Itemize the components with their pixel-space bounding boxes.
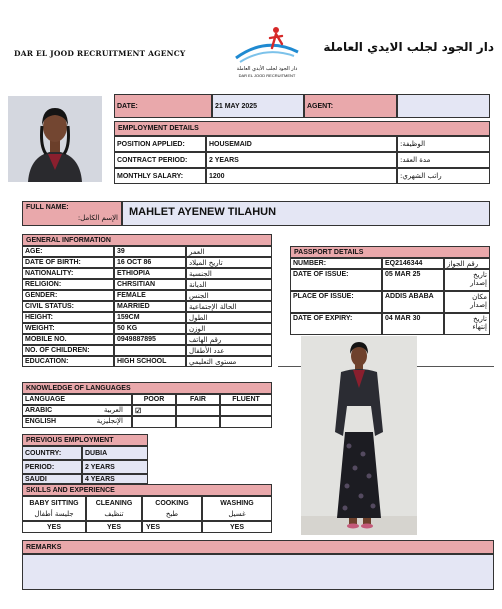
lang-arabic-fluent-checkbox[interactable] [220, 405, 272, 416]
general-row-1-label: DATE OF BIRTH: [22, 257, 114, 268]
lang-header-fluent: FLUENT [220, 394, 272, 405]
contract-ar: مدة العقد: [397, 152, 490, 168]
passport-issue-ar-line1: تاريخ [473, 271, 487, 279]
previous-employment-header: PREVIOUS EMPLOYMENT [22, 434, 148, 446]
skill-cleaning-en: CLEANING [95, 500, 133, 507]
full-name-label-box [22, 201, 122, 226]
skill-cooking-value: YES [142, 521, 202, 533]
position-value: HOUSEMAID [206, 136, 397, 152]
applicant-full-body-photo [301, 336, 417, 535]
prev-country-label: COUNTRY: [22, 446, 82, 460]
skill-baby-sitting-value: YES [22, 521, 86, 533]
logo-text-ar: دار الجود لجلب الأيدي العاملة [236, 66, 298, 72]
lang-row-arabic [22, 405, 132, 416]
general-row-2-label: NATIONALITY: [22, 268, 114, 279]
general-row-0-value: 39 [114, 246, 186, 257]
skills-header: SKILLS AND EXPERIENCE [22, 484, 272, 496]
contract-value: 2 YEARS [206, 152, 397, 168]
full-name-value-box [122, 201, 490, 226]
general-row-2-value: ETHIOPIA [114, 268, 186, 279]
general-row-10-label: EDUCATION: [22, 356, 114, 367]
passport-issue-value: 05 MAR 25 [382, 269, 444, 291]
general-row-7-ar: الوزن [186, 323, 272, 334]
general-row-4-label: GENDER: [22, 290, 114, 301]
general-row-7-value: 50 KG [114, 323, 186, 334]
prev-period-label: PERIOD: [22, 460, 82, 474]
skill-cleaning [86, 496, 142, 521]
passport-issue-ar [444, 269, 490, 291]
position-ar: الوظيفة: [397, 136, 490, 152]
skill-baby-sitting-ar: جليسة أطفال [34, 510, 74, 518]
passport-issue-ar-line2: إصدار [470, 279, 487, 287]
general-row-3-label: RELIGION: [22, 279, 114, 290]
passport-place-label: PLACE OF ISSUE: [290, 291, 382, 313]
prev-period-value: 2 YEARS [82, 460, 148, 474]
contract-label: CONTRACT PERIOD: [114, 152, 206, 168]
agent-value [397, 94, 490, 118]
passport-expiry-label: DATE OF EXPIRY: [290, 313, 382, 335]
passport-issue-label: DATE OF ISSUE: [290, 269, 382, 291]
general-row-6-value: 159CM [114, 312, 186, 323]
skill-washing-value: YES [202, 521, 272, 533]
general-row-2-ar: الجنسية [186, 268, 272, 279]
general-row-8-label: MOBILE NO. [22, 334, 114, 345]
general-row-9-ar: عدد الأطفال [186, 345, 272, 356]
employment-details-header: EMPLOYMENT DETAILS [114, 121, 490, 136]
prev-saudi-value: 4 YEARS [82, 474, 148, 484]
passport-place-value: ADDIS ABABA [382, 291, 444, 313]
date-value: 21 MAY 2025 [212, 94, 304, 118]
lang-arabic-ar: العربية [103, 406, 123, 414]
logo-text-en: DAR EL JOOD RECRUITMENT [238, 73, 296, 78]
passport-expiry-ar [444, 313, 490, 335]
lang-english-poor-checkbox[interactable] [132, 416, 176, 428]
general-row-4-ar: الجنس [186, 290, 272, 301]
agency-logo [226, 22, 308, 80]
position-label: POSITION APPLIED: [114, 136, 206, 152]
general-row-5-label: CIVIL STATUS: [22, 301, 114, 312]
general-row-1-value: 16 OCT 86 [114, 257, 186, 268]
lang-row-english [22, 416, 132, 428]
skill-washing-en: WASHING [220, 500, 254, 507]
salary-label: MONTHLY SALARY: [114, 168, 206, 184]
general-row-9-value [114, 345, 186, 356]
general-row-3-ar: الديانة [186, 279, 272, 290]
skill-washing-ar: غسيل [228, 510, 246, 518]
general-row-6-ar: الطول [186, 312, 272, 323]
passport-place-ar-line1: مكان [472, 293, 487, 301]
full-name-label: FULL NAME: [26, 204, 69, 211]
skill-cleaning-ar: تنظيف [104, 510, 124, 518]
lang-english-ar: الإنجليزية [96, 417, 123, 425]
general-row-10-ar: مستوى التعليمي [186, 356, 272, 367]
agent-label: AGENT: [304, 94, 397, 118]
general-row-5-value: MARRIED [114, 301, 186, 312]
skill-cleaning-value: YES [86, 521, 142, 533]
lang-english-fair-checkbox[interactable] [176, 416, 220, 428]
skill-cooking-en: COOKING [155, 500, 189, 507]
agency-name-ar: دار الجود لجلب الايدي العاملة [323, 40, 494, 54]
salary-ar: راتب الشهري: [397, 168, 490, 184]
skill-cooking-ar: طبخ [165, 510, 179, 518]
passport-details-header: PASSPORT DETAILS [290, 246, 490, 258]
general-row-5-ar: الحالة الإجتماعية [186, 301, 272, 312]
skill-washing [202, 496, 272, 521]
general-row-7-label: WEIGHT: [22, 323, 114, 334]
skill-baby-sitting-en: BABY SITTING [29, 500, 79, 507]
passport-expiry-ar-line2: إنتهاء [472, 323, 487, 331]
general-row-4-value: FEMALE [114, 290, 186, 301]
salary-value: 1200 [206, 168, 397, 184]
remarks-field[interactable] [22, 554, 494, 590]
general-row-10-value: HIGH SCHOOL [114, 356, 186, 367]
general-row-9-label: NO. OF CHILDREN: [22, 345, 114, 356]
passport-expiry-ar-line1: تاريخ [473, 315, 487, 323]
general-row-3-value: CHRSITIAN [114, 279, 186, 290]
general-row-6-label: HEIGHT: [22, 312, 114, 323]
passport-place-ar [444, 291, 490, 313]
general-row-0-ar: العمر [186, 246, 272, 257]
general-row-8-ar: رقم الهاتف [186, 334, 272, 345]
passport-number-ar: رقم الجواز [444, 258, 490, 269]
lang-header-language: LANGUAGE [22, 394, 132, 405]
languages-header: KNOWLEDGE OF LANGUAGES [22, 382, 272, 394]
prev-saudi-label: SAUDI [22, 474, 82, 484]
full-name-value: MAHLET AYENEW TILAHUN [129, 206, 277, 218]
applicant-headshot [8, 96, 102, 182]
passport-number-label: NUMBER: [290, 258, 382, 269]
lang-arabic-poor-checkbox[interactable]: ☑ [132, 405, 176, 416]
passport-number-value: EQ2146344 [382, 258, 444, 269]
agency-name-en: DAR EL JOOD RECRUITMENT AGENCY [14, 49, 186, 58]
general-row-1-ar: تاريخ الميلاد [186, 257, 272, 268]
lang-arabic-en: ARABIC [25, 407, 53, 414]
lang-header-poor: POOR [132, 394, 176, 405]
general-information-header: GENERAL INFORMATION [22, 234, 272, 246]
general-row-0-label: AGE: [22, 246, 114, 257]
skill-baby-sitting [22, 496, 86, 521]
lang-english-en: ENGLISH [25, 418, 57, 425]
passport-expiry-value: 04 MAR 30 [382, 313, 444, 335]
date-label: DATE: [114, 94, 212, 118]
skill-cooking [142, 496, 202, 521]
lang-english-fluent-checkbox[interactable] [220, 416, 272, 428]
lang-header-fair: FAIR [176, 394, 220, 405]
passport-place-ar-line2: إصدار [470, 301, 487, 309]
full-name-label-ar: الإسم الكامل: [77, 214, 118, 222]
general-row-8-value: 0949887895 [114, 334, 186, 345]
lang-arabic-fair-checkbox[interactable] [176, 405, 220, 416]
prev-country-value: DUBIA [82, 446, 148, 460]
remarks-header: REMARKS [22, 540, 494, 554]
